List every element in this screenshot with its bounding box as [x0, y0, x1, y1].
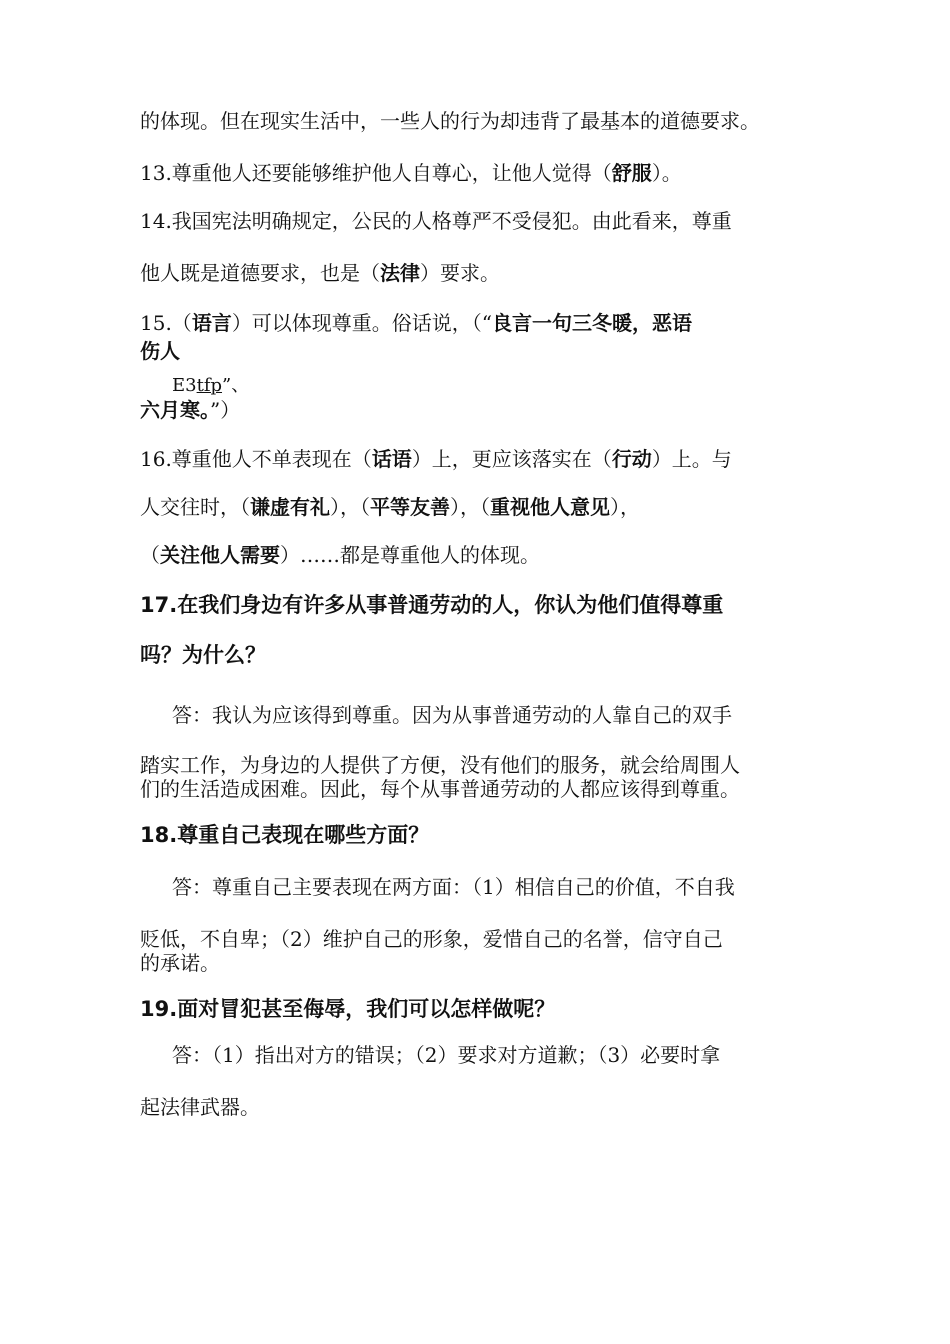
answer-17-cont: 踏实工作，为身边的人提供了方便，没有他们的服务，就会给周围人	[140, 753, 740, 777]
answer: 六月寒。	[140, 398, 210, 422]
text: 13.尊重他人还要能够维护他人自尊心，让他人觉得（	[140, 161, 612, 185]
answer-19: 答：（1）指出对方的错误；（2）要求对方道歉；（3）必要时拿	[172, 1043, 721, 1067]
answer: 舒服	[611, 161, 652, 185]
text: 他人既是道德要求，也是（	[140, 261, 380, 285]
answer: 关注他人需要	[160, 543, 280, 567]
text: ）。	[651, 161, 682, 185]
answer-17: 答：我认为应该得到尊重。因为从事普通劳动的人靠自己的双手	[172, 703, 732, 727]
text: 人交往时，（	[140, 495, 250, 519]
text: ）上，更应该落实在（	[411, 447, 612, 471]
text: ）……都是尊重他人的体现。	[280, 543, 540, 567]
text: （	[140, 543, 160, 567]
text: ）可以体现尊重。俗话说，（“	[231, 311, 493, 335]
text: 15.（	[140, 311, 192, 335]
answer: 平等友善	[370, 495, 450, 519]
answer: 行动	[611, 447, 652, 471]
question-13	[140, 160, 682, 186]
answer-18: 答：尊重自己主要表现在两方面：（1）相信自己的价值，不自我	[172, 875, 735, 899]
question-15-end	[140, 397, 240, 423]
text: ）要求。	[420, 261, 500, 285]
question-14: 14.我国宪法明确规定，公民的人格尊严不受侵犯。由此看来，尊重	[140, 209, 732, 233]
text: ），（	[450, 495, 490, 519]
text: E3	[172, 375, 197, 396]
text: 16.尊重他人不单表现在（	[140, 447, 372, 471]
answer-17-end: 们的生活造成困难。因此，每个从事普通劳动的人都应该得到尊重。	[140, 777, 740, 801]
answer-18-cont: 贬低，不自卑；（2）维护自己的形象，爱惜自己的名誉，信守自己	[140, 927, 723, 951]
question-15	[140, 310, 692, 336]
answer: 谦虚有礼	[250, 495, 330, 519]
text-line: 的体现。但在现实生活中，一些人的行为却违背了最基本的道德要求。	[140, 109, 760, 133]
text: ），	[610, 495, 640, 519]
text: ），（	[330, 495, 370, 519]
answer-18-end: 的承诺。	[140, 951, 220, 975]
question-15-garbled	[172, 373, 249, 399]
text: ”）	[210, 398, 241, 422]
question-15-cont: 伤人	[140, 339, 180, 363]
question-18: 18.尊重自己表现在哪些方面？	[140, 823, 430, 847]
answer: 良言一句三冬暖，恶语	[492, 311, 693, 335]
question-14-cont	[140, 260, 500, 286]
answer: 法律	[380, 261, 420, 285]
question-16-cont	[140, 494, 640, 520]
answer: 重视他人意见	[490, 495, 610, 519]
question-17: 17.在我们身边有许多从事普通劳动的人，你认为他们值得尊重	[140, 593, 724, 617]
text: ）上。与	[651, 447, 732, 471]
text: tfp	[196, 375, 223, 396]
answer-19-cont: 起法律武器。	[140, 1095, 260, 1119]
question-16-end	[140, 542, 540, 568]
text: ”、	[222, 375, 250, 396]
question-17-cont: 吗？为什么？	[140, 643, 266, 667]
question-16	[140, 446, 732, 472]
answer: 语言	[191, 311, 232, 335]
question-19: 19.面对冒犯甚至侮辱，我们可以怎样做呢？	[140, 997, 556, 1021]
answer: 话语	[371, 447, 412, 471]
